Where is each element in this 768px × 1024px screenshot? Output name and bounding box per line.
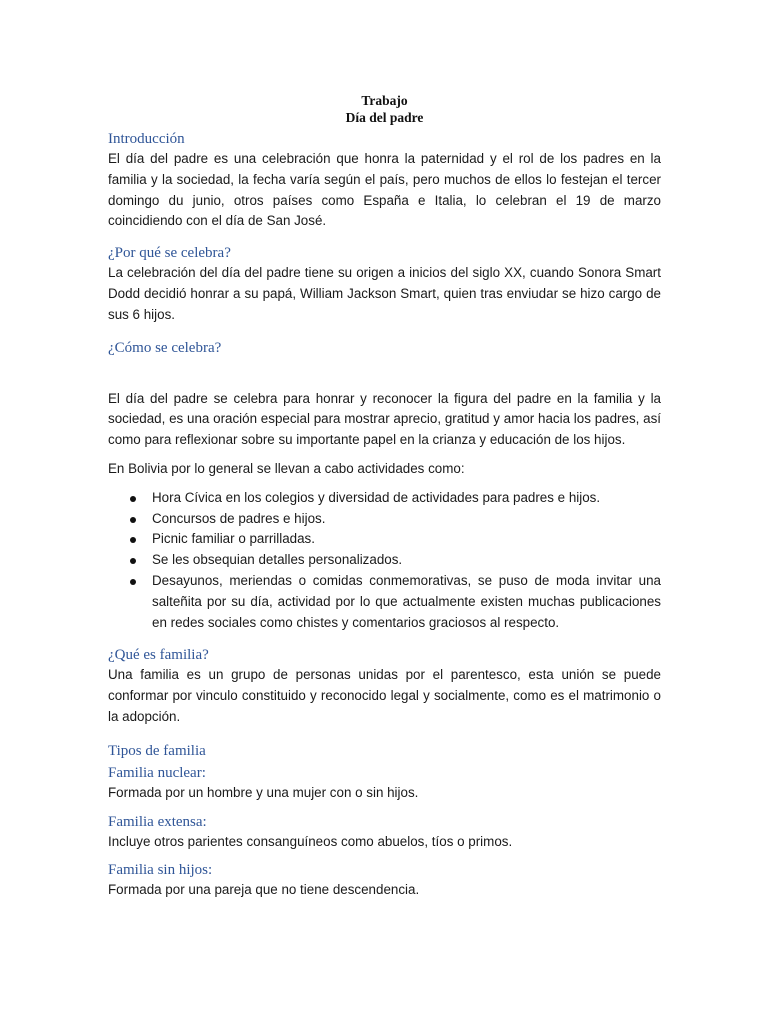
list-item-text: Hora Cívica en los colegios y diversidad de actividades para padres e hijos. (152, 489, 601, 505)
how-paragraph: El día del padre se celebra para honrar y reconocer la figura del padre en la familia y la sociedad, es una oración especial para mostrar aprecio, gratitud y amor hacia los padres, así como para reflexionar sobre su importante papel en la crianza y educación de los hijos. (108, 390, 661, 448)
list-item-text: Picnic familiar o parrilladas. (152, 531, 315, 547)
nuclear-family-heading: Familia nuclear: (108, 764, 206, 781)
extended-family-heading: Familia extensa: (108, 813, 207, 830)
list-item (108, 529, 661, 550)
family-heading: ¿Qué es familia? (108, 647, 209, 664)
bullet-icon (130, 537, 136, 543)
list-item-text: Se les obsequian detalles personalizados. (152, 552, 403, 568)
childless-family-heading: Familia sin hijos: (108, 862, 213, 879)
list-item-text: Concursos de padres e hijos. (152, 510, 326, 526)
bolivia-paragraph: En Bolivia por lo general se llevan a cabo actividades como: (108, 460, 465, 476)
list-item (108, 488, 661, 509)
bullet-icon (130, 558, 136, 564)
doc-title-line1: Trabajo (361, 93, 408, 108)
list-item (108, 550, 661, 571)
why-heading: ¿Por qué se celebra? (108, 245, 231, 262)
childless-family-text: Formada por una pareja que no tiene descendencia. (108, 882, 420, 898)
nuclear-family-text: Formada por un hombre y una mujer con o sin hijos. (108, 784, 419, 800)
list-item-text: Desayunos, meriendas o comidas conmemorativas, se puso de moda invitar una salteñita por su día, actividad por lo que actualmente existen muchas publicaciones en redes sociales como chistes y comentarios graciosos al respecto. (152, 572, 661, 630)
document-page (108, 92, 661, 901)
family-paragraph: Una familia es un grupo de personas unidas por el parentesco, esta unión se puede conformar por vinculo constituido y reconocido legal y socialmente, como es el matrimonio o la adopción. (108, 667, 661, 724)
family-types-heading: Tipos de familia (108, 742, 206, 759)
bullet-icon (130, 579, 136, 585)
intro-paragraph: El día del padre es una celebración que honra la paternidad y el rol de los padres en la familia y la sociedad, la fecha varía según el país, pero muchos de ellos lo festejan el tercer domingo du junio, otros países como España e Italia, lo celebran el 19 de marzo coincidiendo con el día de San José. (108, 151, 661, 229)
doc-title-line2: Día del padre (345, 110, 424, 125)
list-item (108, 509, 661, 530)
activities-list (108, 488, 661, 634)
extended-family-text: Incluye otros parientes consanguíneos como abuelos, tíos o primos. (108, 833, 513, 849)
intro-heading: Introducción (108, 131, 185, 147)
list-item (108, 571, 661, 633)
bullet-icon (130, 496, 136, 502)
how-heading: ¿Cómo se celebra? (108, 339, 222, 356)
bullet-icon (130, 517, 136, 523)
why-paragraph: La celebración del día del padre tiene su origen a inicios del siglo XX, cuando Sonora Smart Dodd decidió honrar a su papá, William Jackson Smart, quien tras enviudar se hizo cargo de sus 6 hijos. (108, 265, 661, 322)
